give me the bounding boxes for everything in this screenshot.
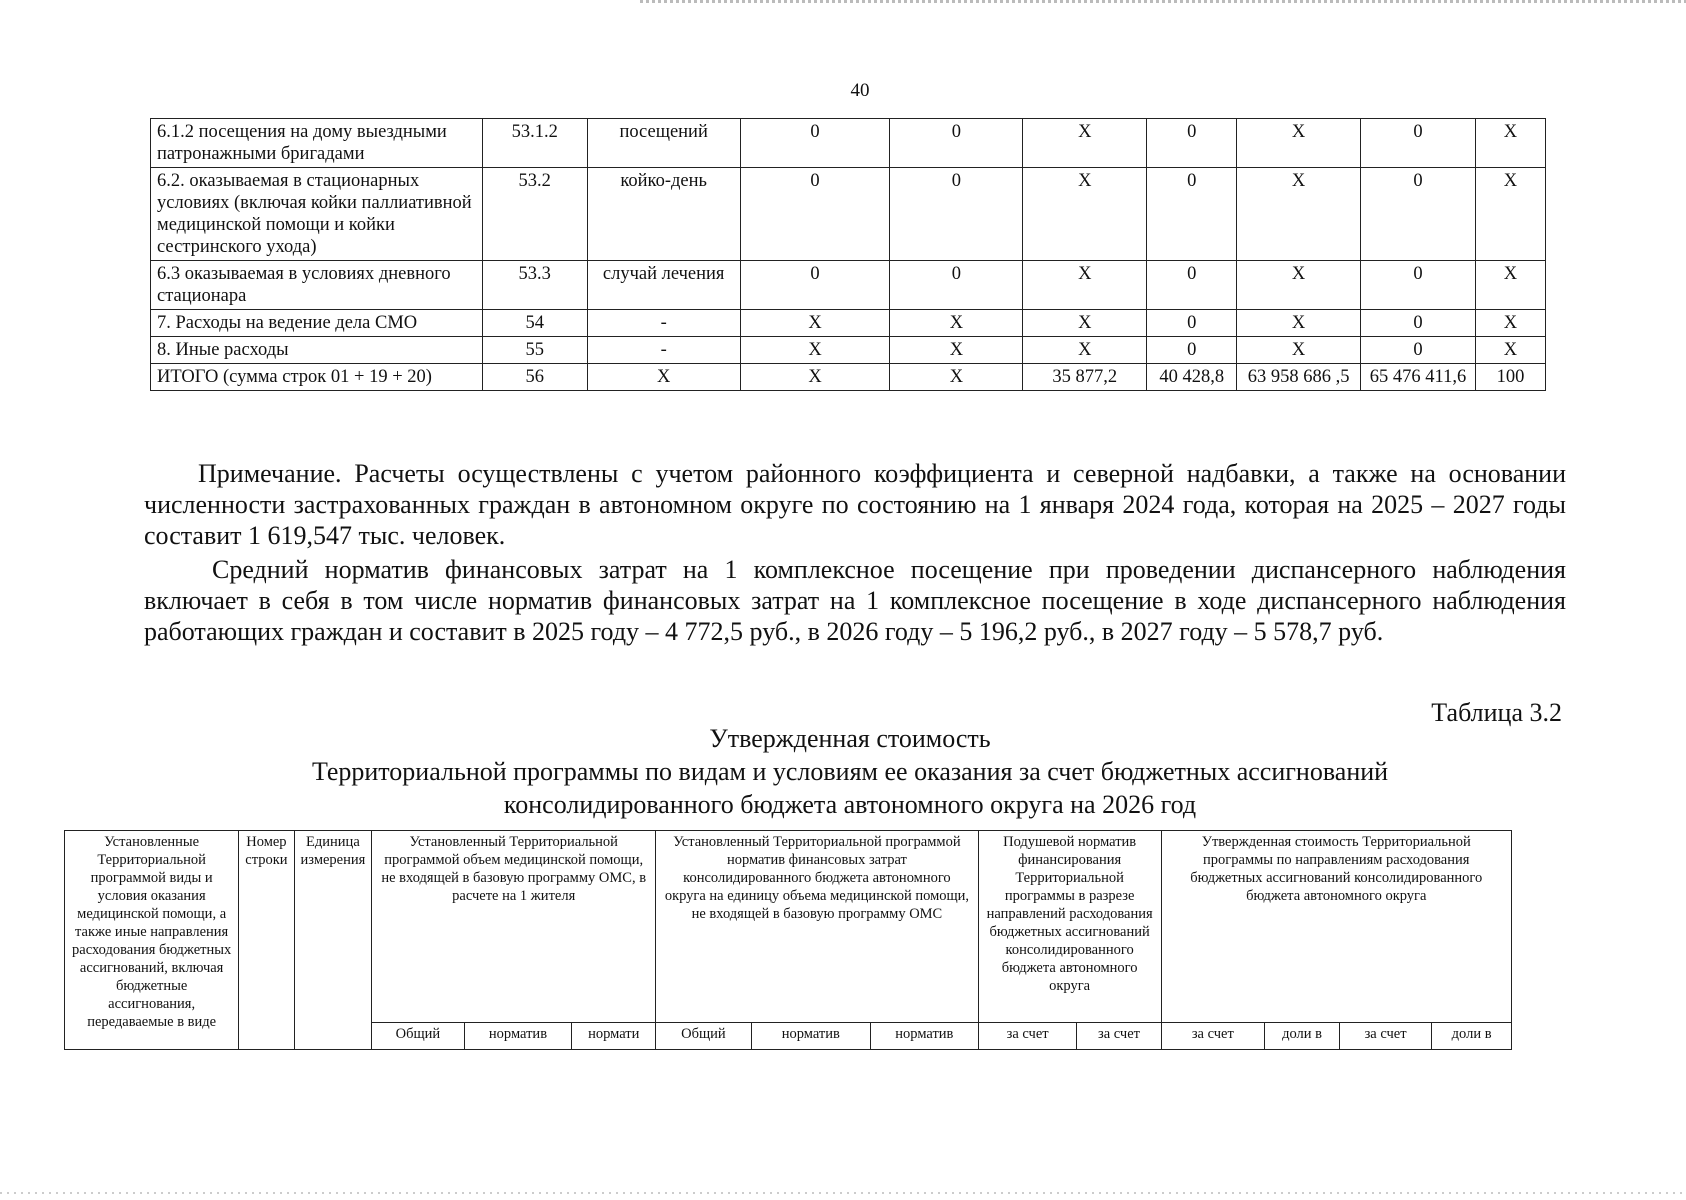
table-cell: - xyxy=(587,337,740,364)
subheader-cell: за счет xyxy=(978,1023,1077,1050)
continuation-table xyxy=(150,118,1546,391)
table-cell: X xyxy=(1023,261,1147,310)
subheader-cell: за счет xyxy=(1161,1023,1265,1050)
subheader-cell: за счет xyxy=(1077,1023,1161,1050)
table-cell: 56 xyxy=(482,364,587,391)
table-cell: 65 476 411,6 xyxy=(1361,364,1476,391)
table-cell: X xyxy=(740,364,890,391)
table-cell: 0 xyxy=(890,168,1023,261)
subheader-cell: нормати xyxy=(572,1023,656,1050)
row-label: ИТОГО (сумма строк 01 + 19 + 20) xyxy=(151,364,483,391)
scan-edge-bottom xyxy=(0,1192,1686,1194)
table-cell: - xyxy=(587,310,740,337)
header-cost-norm: Установленный Территориальной программой норматив финансовых затрат консолидированного бюджета автономного округа на единицу объема медицинской помощи, не входящей в базовую программу ОМС xyxy=(656,831,979,1023)
table-cell: 0 xyxy=(1147,310,1237,337)
table-cell: X xyxy=(587,364,740,391)
table-row xyxy=(151,364,1546,391)
table-cell: X xyxy=(1023,119,1147,168)
row-label: 6.3 оказываемая в условиях дневного стационара xyxy=(151,261,483,310)
header-approved-cost: Утвержденная стоимость Территориальной программы по направлениям расходования бюджетных ассигнований консолидированного бюджета автономного округа xyxy=(1161,831,1512,1023)
title-line-1: Утвержденная стоимость xyxy=(709,724,991,753)
note-paragraph: Примечание. Расчеты осуществлены с учетом районного коэффициента и северной надбавки, а также на основании численности застрахованных граждан в автономном округе по состоянию на 1 января 2024 года, которая на 2025 – 2027 годы составит 1 619,547 тыс. человек. xyxy=(144,459,1566,550)
subheader-cell: норматив xyxy=(751,1023,870,1050)
table-cell: X xyxy=(1475,337,1545,364)
average-cost-paragraph: Средний норматив финансовых затрат на 1 комплексное посещение при проведении диспансерного наблюдения включает в себя в том числе норматив финансовых затрат на 1 комплексное посещение в ходе диспансерного наблюдения работающих граждан и составит в 2025 году – 4 772,5 руб., в 2026 году – 5 196,2 руб., в 2027 году – 5 578,7 руб. xyxy=(144,555,1566,646)
subheader-cell: норматив xyxy=(464,1023,572,1050)
title-line-3: консолидированного бюджета автономного округа на 2026 год xyxy=(503,790,1197,819)
subheader-cell: норматив xyxy=(870,1023,978,1050)
table-cell: 0 xyxy=(890,261,1023,310)
cost-table-header xyxy=(64,830,1512,1050)
table-cell: 0 xyxy=(1147,168,1237,261)
table-cell: X xyxy=(890,310,1023,337)
table-cell: X xyxy=(1475,310,1545,337)
table-cell: X xyxy=(890,364,1023,391)
table-label: Таблица 3.2 xyxy=(1431,698,1562,727)
table-cell: X xyxy=(1237,310,1361,337)
table-cell: X xyxy=(740,310,890,337)
table-cell: X xyxy=(1475,168,1545,261)
table-cell: X xyxy=(1023,337,1147,364)
table-cell: 0 xyxy=(1147,261,1237,310)
table-cell: 35 877,2 xyxy=(1023,364,1147,391)
table-row xyxy=(151,168,1546,261)
table-cell: 0 xyxy=(740,119,890,168)
table-row xyxy=(151,337,1546,364)
table-cell: случай лечения xyxy=(587,261,740,310)
table-cell: X xyxy=(1023,168,1147,261)
table-cell: 0 xyxy=(1361,310,1476,337)
table-cell: 0 xyxy=(1147,337,1237,364)
subheader-cell: Общий xyxy=(656,1023,752,1050)
table-cell: X xyxy=(1237,119,1361,168)
table-cell: 53.2 xyxy=(482,168,587,261)
title-line-2: Территориальной программы по видам и условиям ее оказания за счет бюджетных ассигнований xyxy=(311,757,1389,786)
table-cell: посещений xyxy=(587,119,740,168)
table-cell: 0 xyxy=(1361,119,1476,168)
table-cell: 0 xyxy=(1361,337,1476,364)
row-label: 7. Расходы на ведение дела СМО xyxy=(151,310,483,337)
table-cell: 40 428,8 xyxy=(1147,364,1237,391)
row-label: 6.1.2 посещения на дому выездными патронажными бригадами xyxy=(151,119,483,168)
table-row xyxy=(151,119,1546,168)
table-cell: X xyxy=(1475,261,1545,310)
scan-edge-top xyxy=(640,0,1686,3)
header-type-of-care: Установленные Территориальной программой виды и условия оказания медицинской помощи, а также иные направления расходования бюджетных ассигнований, включая бюджетные ассигнования, передаваемые в виде xyxy=(65,831,239,1050)
table-cell: 53.3 xyxy=(482,261,587,310)
page-number: 40 xyxy=(850,80,870,101)
subheader-cell: доли в xyxy=(1432,1023,1512,1050)
table-cell: 54 xyxy=(482,310,587,337)
header-per-capita: Подушевой норматив финансирования Территориальной программы в разрезе направлений расходования бюджетных ассигнований консолидированного бюджета автономного округа xyxy=(978,831,1161,1023)
table-cell: 0 xyxy=(890,119,1023,168)
table-cell: X xyxy=(1475,119,1545,168)
table-title xyxy=(150,722,1550,821)
header-volume: Установленный Территориальной программой объем медицинской помощи, не входящей в базовую программу ОМС, в расчете на 1 жителя xyxy=(372,831,656,1023)
table-cell: койко-день xyxy=(587,168,740,261)
table-cell: 0 xyxy=(740,261,890,310)
row-label: 6.2. оказываемая в стационарных условиях (включая койки паллиативной медицинской помощи и койки сестринского ухода) xyxy=(151,168,483,261)
table-row xyxy=(151,310,1546,337)
row-label: 8. Иные расходы xyxy=(151,337,483,364)
table-cell: 100 xyxy=(1475,364,1545,391)
subheader-cell: доли в xyxy=(1265,1023,1340,1050)
table-cell: 0 xyxy=(740,168,890,261)
table-cell: X xyxy=(740,337,890,364)
table-cell: 53.1.2 xyxy=(482,119,587,168)
table-cell: X xyxy=(1237,337,1361,364)
subheader-cell: Общий xyxy=(372,1023,464,1050)
table-cell: 0 xyxy=(1361,261,1476,310)
header-unit: Единица измерения xyxy=(294,831,372,1050)
table-cell: 0 xyxy=(1147,119,1237,168)
table-cell: X xyxy=(1023,310,1147,337)
table-cell: 0 xyxy=(1361,168,1476,261)
subheader-cell: за счет xyxy=(1339,1023,1431,1050)
table-row xyxy=(151,261,1546,310)
table-cell: X xyxy=(1237,261,1361,310)
table-cell: X xyxy=(1237,168,1361,261)
table-cell: 63 958 686 ,5 xyxy=(1237,364,1361,391)
header-row-number: Номер строки xyxy=(239,831,294,1050)
table-cell: X xyxy=(890,337,1023,364)
table-cell: 55 xyxy=(482,337,587,364)
